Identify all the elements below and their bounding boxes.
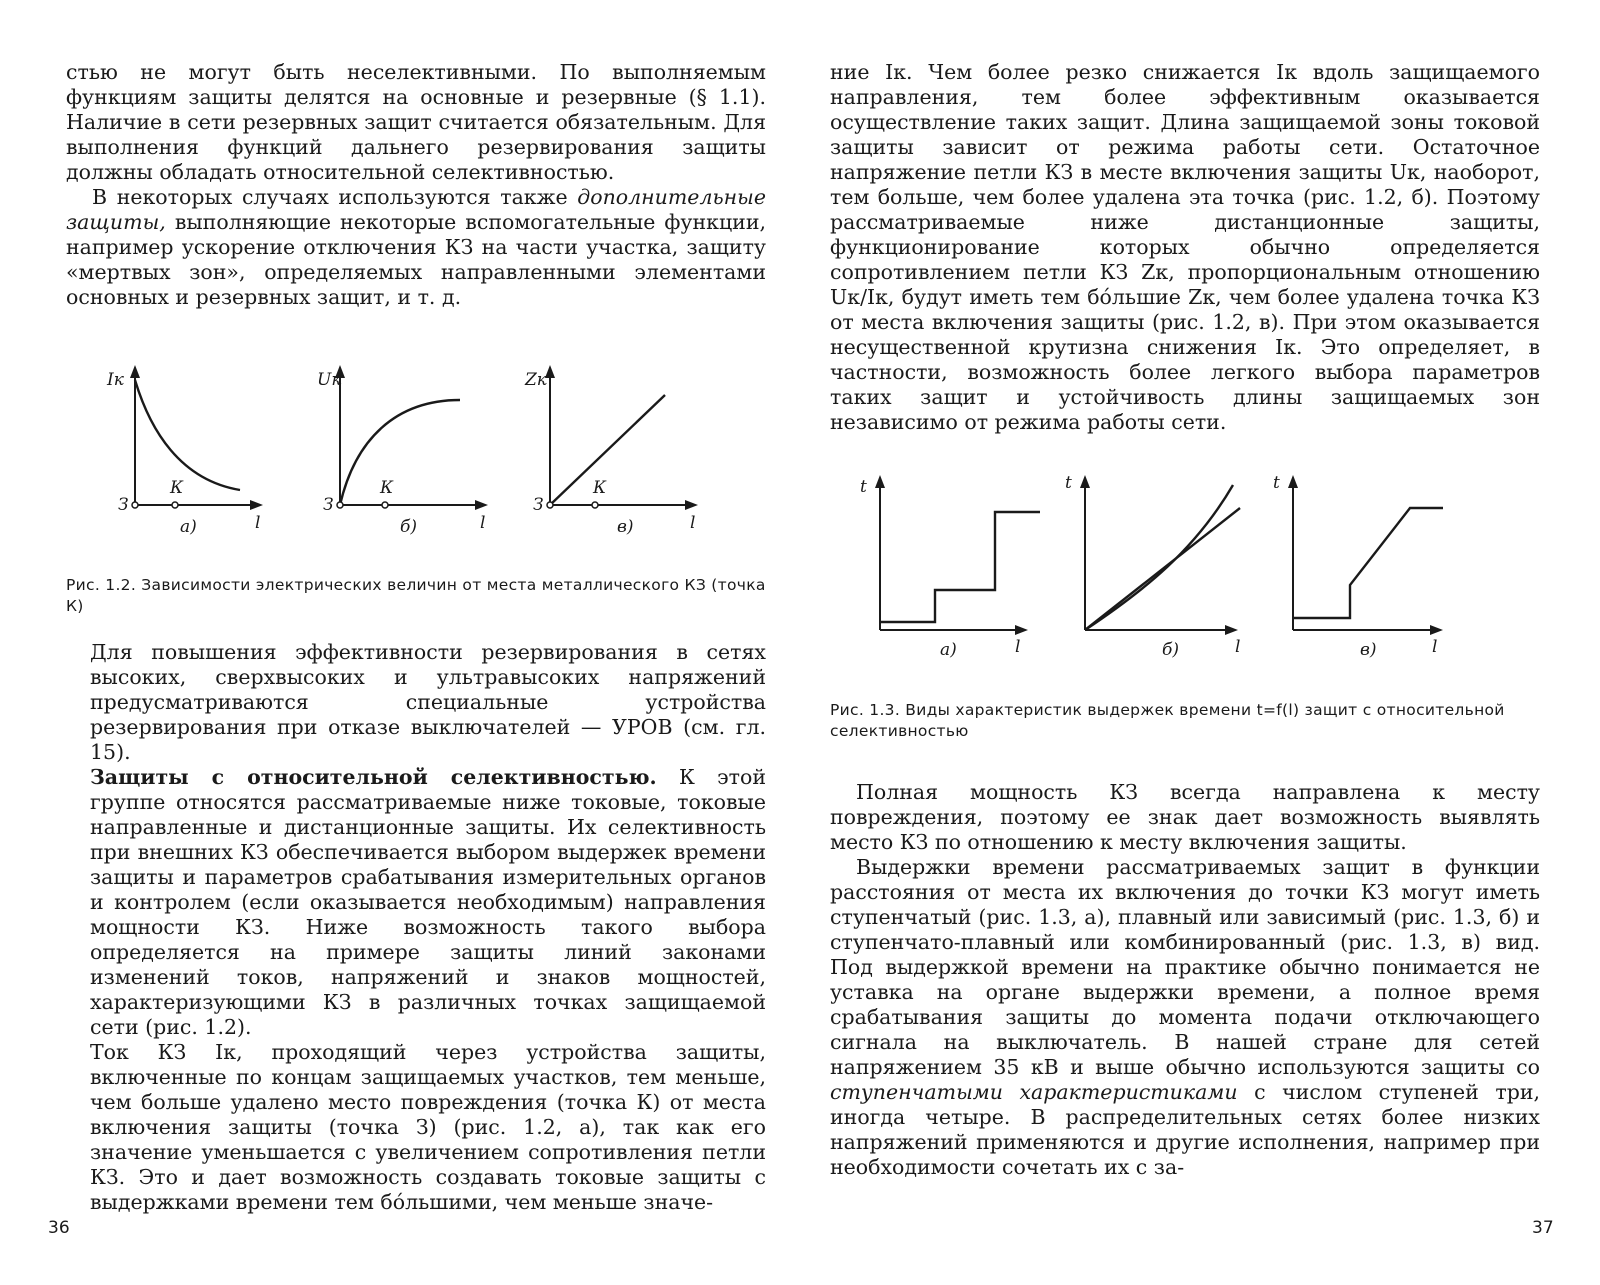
fig-1-3-a-panel-label: а) [940,640,957,660]
left-text-bottom [90,640,766,1215]
fig-1-3-panel-b [1065,473,1240,660]
fig-1-2-panel-a [106,365,263,537]
fig-1-2-b-x-label: l [480,513,486,533]
fig-1-2-c-y-label: Zк [525,370,547,390]
left-paragraph-2-pre: В некоторых случаях используются также [92,185,578,209]
fig-1-2-a-origin-label: З [118,495,129,515]
fig-1-3-b-panel-label: б) [1162,640,1180,660]
caption-fig-1-3: Рис. 1.3. Виды характеристик выдержек времени t=f(l) защит с относительной селективностью [830,701,1505,740]
fig-1-2-a-x-label: l [255,513,261,533]
left-paragraph-2-italic: дополнительные защиты, [66,185,766,234]
figure-1-2 [105,360,725,544]
left-paragraph-4-body: К этой группе относятся рассматриваемые ниже токовые, токовые направленные и дистанционные защиты. Их селективность при внешних КЗ обеспечивается выбором выдержек времени защиты и параметров срабатывания измерительных органов и контролем (если оказывается необходимым) направления мощности КЗ. Ниже возможность такого выбора определяется на примере защиты линий законами изменений токов, напряжений и знаков мощностей, характеризующими КЗ в различных точках защищаемой сети (рис. 1.2). [90,765,766,1039]
fig-1-2-b-y-label: Uк [317,370,342,390]
fig-1-3-b-x-label: l [1235,637,1241,657]
fig-1-3-a-y-label: t [860,477,867,497]
fig-1-3-c-panel-label: в) [1360,640,1377,660]
caption-fig-1-2: Рис. 1.2. Зависимости электрических величин от места металлического КЗ (точка К) [66,576,766,615]
fig-1-2-b-point-label: К [380,478,394,498]
fig-1-3-a-x-label: l [1015,637,1021,657]
fig-1-2-b-panel-label: б) [400,517,418,537]
right-paragraph-3 [830,855,1540,1180]
page-number-right: 37 [1532,1218,1554,1238]
right-paragraph-3-post: с числом ступеней три, иногда четыре. В распределительных сетях более низких напряжений применяются и другие исполнения, например при необходимости сочетать их с за- [830,1080,1540,1179]
fig-1-2-a-y-label: Iк [107,370,124,390]
fig-1-2-c-panel-label: в) [617,517,634,537]
right-paragraph-1: ние Iк. Чем более резко снижается Iк вдоль защищаемого направления, тем более эффективным оказывается осуществление таких защит. Длина защищаемой зоны токовой защиты зависит от режима работы сети. Остаточное напряжение петли КЗ в месте включения защиты Uк, наоборот, тем больше, чем более удалена эта точка (рис. 1.2, б). Поэтому рассматриваемые ниже дистанционные защиты, функционирование которых обычно определяется сопротивлением петли КЗ Zк, пропорциональным отношению Uк/Iк, будут иметь тем бо́льшие Zк, чем более удалена точка КЗ от места включения защиты (рис. 1.2, в). При этом оказывается несущественной крутизна снижения Iк. Это определяет, в частности, возможность более легкого выбора параметров таких защит и устойчивость длины защищаемых зон независимо от режима работы сети. [830,60,1540,434]
fig-1-3-b-y-label: t [1065,473,1072,493]
fig-1-2-b-origin-label: З [323,495,334,515]
left-paragraph-1: стью не могут быть неселективными. По выполняемым функциям защиты делятся на основные и резервные (§ 1.1). Наличие в сети резервных защит считается обязательным. Для выполнения функций дальнего резервирования защиты должны обладать относительной селективностью. [66,60,766,184]
left-paragraph-2-post: выполняющие некоторые вспомогательные функции, например ускорение отключения КЗ на части участка, защиту «мертвых зон», определяемых направленными элементами основных и резервных защит, и т. д. [66,210,766,309]
right-page [800,0,1600,1285]
left-paragraph-4 [90,765,766,1040]
fig-1-3-panel-c [1273,473,1443,660]
right-text-top [830,60,1540,435]
left-paragraph-3: Для повышения эффективности резервирования в сетях высоких, сверхвысоких и ультравысоких напряжений предусматриваются специальные устройства резервирования при отказе выключателей — УРОВ (см. гл. 15). [90,640,766,764]
fig-1-2-a-point-label: К [170,478,184,498]
right-paragraph-3-pre: Выдержки времени рассматриваемых защит в функции расстояния от места их включения до точки КЗ могут иметь ступенчатый (рис. 1.3, а), плавный или зависимый (рис. 1.3, б) и ступенчато-плавный или комбинированный (рис. 1.3, в) вид. Под выдержкой времени на практике обычно понимается не уставка на органе выдержки времени, а полное время срабатывания защиты до момента подачи отключающего сигнала на выключатель. В нашей стране для сетей напряжением 35 кВ и выше обычно используются защиты со [830,855,1540,1079]
section-heading: Защиты с относительной селективностью. [90,765,657,789]
fig-1-2-c-x-label: l [690,513,696,533]
left-paragraph-2 [66,185,766,310]
right-paragraph-3-italic: ступенчатыми характеристиками [830,1080,1238,1104]
fig-1-3-c-y-label: t [1273,473,1280,493]
fig-1-3-c-x-label: l [1432,637,1438,657]
fig-1-2-c-point-label: К [593,478,607,498]
left-text-top [66,60,766,310]
fig-1-2-panel-b [317,365,488,537]
fig-1-3-panel-a [860,475,1040,660]
page-number-left: 36 [48,1218,70,1238]
fig-1-2-a-panel-label: а) [180,517,197,537]
left-paragraph-5: Ток КЗ Iк, проходящий через устройства защиты, включенные по концам защищаемых участков, тем меньше, чем больше удалено место повреждения (точка К) от места включения защиты (точка З) (рис. 1.2, а), так как его значение уменьшается с увеличением сопротивления петли КЗ. Это и дает возможность создавать токовые защиты с выдержками времени тем бо́льшими, чем меньше значе- [90,1040,766,1214]
fig-1-2-c-origin-label: З [533,495,544,515]
right-text-bottom [830,780,1540,1180]
fig-1-2-panel-c [524,365,698,537]
right-paragraph-2: Полная мощность КЗ всегда направлена к месту повреждения, поэтому ее знак дает возможность выявлять место КЗ по отношению к месту включения защиты. [830,780,1540,854]
figure-1-3 [855,470,1475,674]
